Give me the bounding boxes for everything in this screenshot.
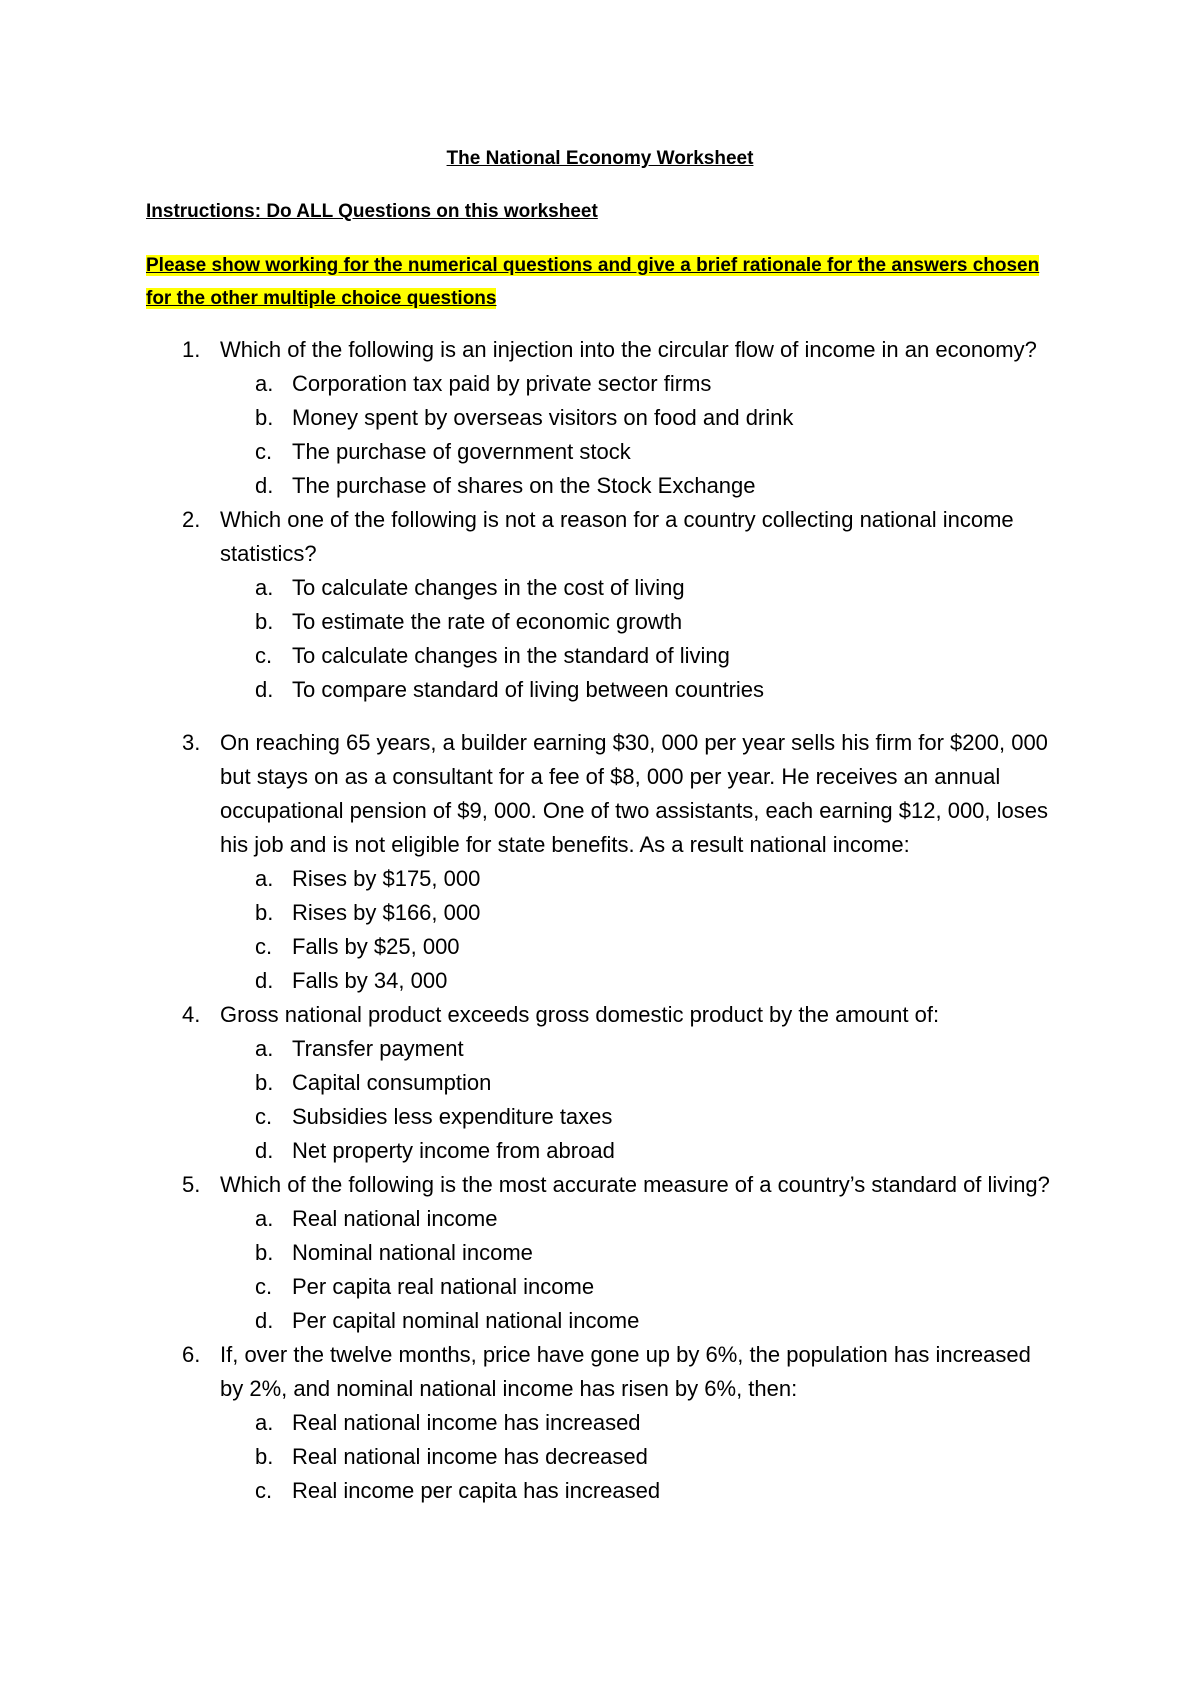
note-line-2: for the other multiple choice questions bbox=[146, 288, 497, 309]
option-item bbox=[0, 1304, 1200, 1338]
option-text: To compare standard of living between countries bbox=[292, 677, 765, 702]
option-item bbox=[0, 1202, 1200, 1236]
question-6 bbox=[0, 1338, 1200, 1508]
option-letter: d. bbox=[255, 473, 274, 498]
option-item bbox=[0, 469, 1200, 503]
question-5 bbox=[0, 1168, 1200, 1338]
option-text: Rises by $166, 000 bbox=[292, 900, 481, 925]
option-item bbox=[0, 1474, 1200, 1508]
question-number: 4. bbox=[182, 1002, 201, 1027]
option-letter: c. bbox=[255, 1274, 273, 1299]
option-letter: c. bbox=[255, 643, 273, 668]
option-text: Corporation tax paid by private sector firms bbox=[292, 371, 712, 396]
option-item bbox=[0, 1440, 1200, 1474]
question-number: 3. bbox=[182, 730, 201, 755]
question-1 bbox=[0, 333, 1200, 503]
option-letter: b. bbox=[255, 1444, 274, 1469]
question-text: If, over the twelve months, price have gone up by 6%, the population has increased by 2%, and nominal national income has risen by 6%, then: bbox=[220, 1342, 1031, 1401]
option-text: To estimate the rate of economic growth bbox=[292, 609, 683, 634]
option-item bbox=[0, 605, 1200, 639]
instructions-heading: Instructions: Do ALL Questions on this worksheet bbox=[146, 201, 598, 222]
option-text: Per capital nominal national income bbox=[292, 1308, 640, 1333]
option-letter: b. bbox=[255, 609, 274, 634]
option-item bbox=[0, 435, 1200, 469]
option-list bbox=[0, 1406, 1200, 1508]
option-item bbox=[0, 1406, 1200, 1440]
option-text: Falls by $25, 000 bbox=[292, 934, 460, 959]
option-text: Rises by $175, 000 bbox=[292, 866, 481, 891]
option-item bbox=[0, 1236, 1200, 1270]
option-letter: b. bbox=[255, 1070, 274, 1095]
option-letter: c. bbox=[255, 934, 273, 959]
option-item bbox=[0, 1032, 1200, 1066]
option-text: The purchase of shares on the Stock Exchange bbox=[292, 473, 756, 498]
question-text: Gross national product exceeds gross domestic product by the amount of: bbox=[220, 1002, 940, 1027]
option-letter: b. bbox=[255, 1240, 274, 1265]
page-title: The National Economy Worksheet bbox=[446, 148, 754, 169]
question-text: Which of the following is the most accurate measure of a country’s standard of living? bbox=[220, 1172, 1050, 1197]
question-number: 5. bbox=[182, 1172, 201, 1197]
option-item bbox=[0, 571, 1200, 605]
note-line-1: Please show working for the numerical questions and give a brief rationale for the answers chosen bbox=[146, 255, 1040, 276]
option-letter: a. bbox=[255, 371, 274, 396]
option-letter: c. bbox=[255, 439, 273, 464]
option-text: Nominal national income bbox=[292, 1240, 533, 1265]
question-number: 2. bbox=[182, 507, 201, 532]
option-letter: c. bbox=[255, 1104, 273, 1129]
option-letter: a. bbox=[255, 866, 274, 891]
question-4 bbox=[0, 998, 1200, 1168]
option-letter: a. bbox=[255, 1206, 274, 1231]
option-letter: b. bbox=[255, 900, 274, 925]
question-number: 6. bbox=[182, 1342, 201, 1367]
option-letter: d. bbox=[255, 1308, 274, 1333]
option-letter: b. bbox=[255, 405, 274, 430]
option-text: Falls by 34, 000 bbox=[292, 968, 448, 993]
option-text: To calculate changes in the standard of living bbox=[292, 643, 730, 668]
option-item bbox=[0, 367, 1200, 401]
option-list bbox=[0, 862, 1200, 998]
question-2 bbox=[0, 503, 1200, 707]
option-text: Money spent by overseas visitors on food and drink bbox=[292, 405, 794, 430]
option-item bbox=[0, 930, 1200, 964]
option-list bbox=[0, 571, 1200, 707]
option-item bbox=[0, 1100, 1200, 1134]
option-item bbox=[0, 862, 1200, 896]
option-text: Subsidies less expenditure taxes bbox=[292, 1104, 613, 1129]
option-letter: a. bbox=[255, 1410, 274, 1435]
option-letter: a. bbox=[255, 575, 274, 600]
option-text: Real national income has increased bbox=[292, 1410, 641, 1435]
question-text: Which of the following is an injection into the circular flow of income in an economy? bbox=[220, 337, 1037, 362]
spacer bbox=[0, 707, 1200, 726]
option-item bbox=[0, 401, 1200, 435]
question-list bbox=[0, 333, 1200, 1508]
option-list bbox=[0, 1202, 1200, 1338]
option-list bbox=[0, 367, 1200, 503]
option-letter: d. bbox=[255, 968, 274, 993]
option-text: The purchase of government stock bbox=[292, 439, 631, 464]
option-text: Real national income has decreased bbox=[292, 1444, 648, 1469]
option-letter: d. bbox=[255, 1138, 274, 1163]
option-text: Real national income bbox=[292, 1206, 498, 1231]
option-text: Per capita real national income bbox=[292, 1274, 595, 1299]
option-letter: d. bbox=[255, 677, 274, 702]
highlighted-note bbox=[146, 249, 1066, 315]
option-text: To calculate changes in the cost of living bbox=[292, 575, 685, 600]
option-letter: c. bbox=[255, 1478, 273, 1503]
option-item bbox=[0, 639, 1200, 673]
option-text: Net property income from abroad bbox=[292, 1138, 615, 1163]
option-text: Transfer payment bbox=[292, 1036, 464, 1061]
option-text: Real income per capita has increased bbox=[292, 1478, 661, 1503]
question-number: 1. bbox=[182, 337, 201, 362]
option-item bbox=[0, 1134, 1200, 1168]
option-item bbox=[0, 1270, 1200, 1304]
option-item bbox=[0, 964, 1200, 998]
question-text: Which one of the following is not a reason for a country collecting national income statistics? bbox=[220, 507, 1014, 566]
option-list bbox=[0, 1032, 1200, 1168]
option-text: Capital consumption bbox=[292, 1070, 492, 1095]
option-letter: a. bbox=[255, 1036, 274, 1061]
option-item bbox=[0, 1066, 1200, 1100]
option-item bbox=[0, 673, 1200, 707]
question-3 bbox=[0, 726, 1200, 998]
option-item bbox=[0, 896, 1200, 930]
question-text: On reaching 65 years, a builder earning $30, 000 per year sells his firm for $200, 000 but stays on as a consultant for a fee of $8, 000 per year. He receives an annual occupational pension of $9, 000. One of two assistants, each earning $12, 000, loses his job and is not eligible for state benefits. As a result national income: bbox=[220, 730, 1048, 857]
